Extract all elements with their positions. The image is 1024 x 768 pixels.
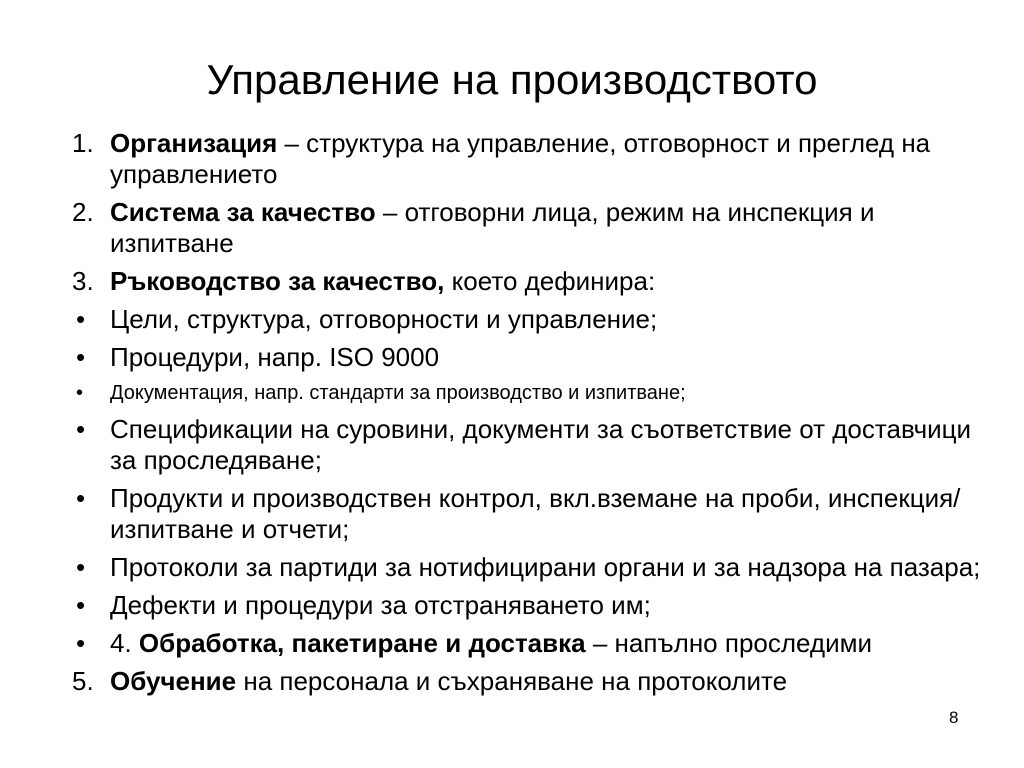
- item-text: което дефинира:: [444, 266, 656, 296]
- item-number: 2.: [72, 197, 94, 227]
- bullet-item-production-control: [72, 483, 992, 545]
- bullet-item-batch-protocols: [72, 552, 992, 583]
- item-text: на персонала и съхраняване на протоколите: [236, 666, 788, 696]
- slide-content: [72, 128, 992, 704]
- item-heading: Система за качество: [110, 197, 376, 227]
- item-text: Процедури, напр. ISO 9000: [110, 342, 440, 372]
- item-heading: Ръководство за качество,: [110, 266, 445, 296]
- bullet-icon: •: [76, 552, 86, 582]
- item-text: Продукти и производствен контрол, вкл.вземане на проби, инспекция/изпитване и отчети;: [110, 483, 961, 544]
- bullet-item-goals: [72, 304, 992, 335]
- item-number-inline: 4.: [110, 628, 139, 658]
- item-text: Документация, напр. стандарти за производство и изпитване;: [110, 382, 686, 404]
- bullet-icon: •: [76, 483, 86, 513]
- numbered-item-training: [72, 666, 992, 697]
- item-text: – напълно проследими: [585, 628, 873, 658]
- item-number: 5.: [72, 666, 94, 696]
- bullet-item-defects: [72, 590, 992, 621]
- bullet-item-procedures: [72, 342, 992, 373]
- bullet-icon: •: [76, 414, 86, 444]
- bullet-icon: •: [76, 304, 86, 334]
- slide-title: Управление на производството: [206, 56, 818, 103]
- bullet-icon: •: [76, 628, 86, 658]
- bullet-item-handling: [72, 628, 992, 659]
- item-number: 1.: [72, 128, 94, 158]
- item-heading: Организация: [110, 128, 278, 158]
- page-number: 8: [949, 708, 959, 727]
- item-number: 3.: [72, 266, 94, 296]
- item-heading: Обучение: [110, 666, 237, 696]
- numbered-item-organization: [72, 128, 992, 190]
- numbered-item-quality-manual: [72, 266, 992, 297]
- item-text: – структура на управление, отговорност и преглед на управлението: [110, 128, 931, 189]
- bullet-icon: •: [76, 342, 86, 372]
- bullet-item-specifications: [72, 414, 992, 476]
- item-text: Спецификации на суровини, документи за съответствие от доставчици за проследяване;: [110, 414, 972, 475]
- item-text: Дефекти и процедури за отстраняването им;: [110, 590, 651, 620]
- bullet-icon: •: [76, 382, 84, 404]
- item-text: – отговорни лица, режим на инспекция и изпитване: [110, 197, 875, 258]
- numbered-item-quality-system: [72, 197, 992, 259]
- item-text: Протоколи за партиди за нотифицирани органи и за надзора на пазара;: [110, 552, 981, 582]
- item-text: Цели, структура, отговорности и управление;: [110, 304, 658, 334]
- item-heading: Обработка, пакетиране и доставка: [138, 628, 586, 658]
- bullet-icon: •: [76, 590, 86, 620]
- bullet-item-documentation: [72, 380, 992, 406]
